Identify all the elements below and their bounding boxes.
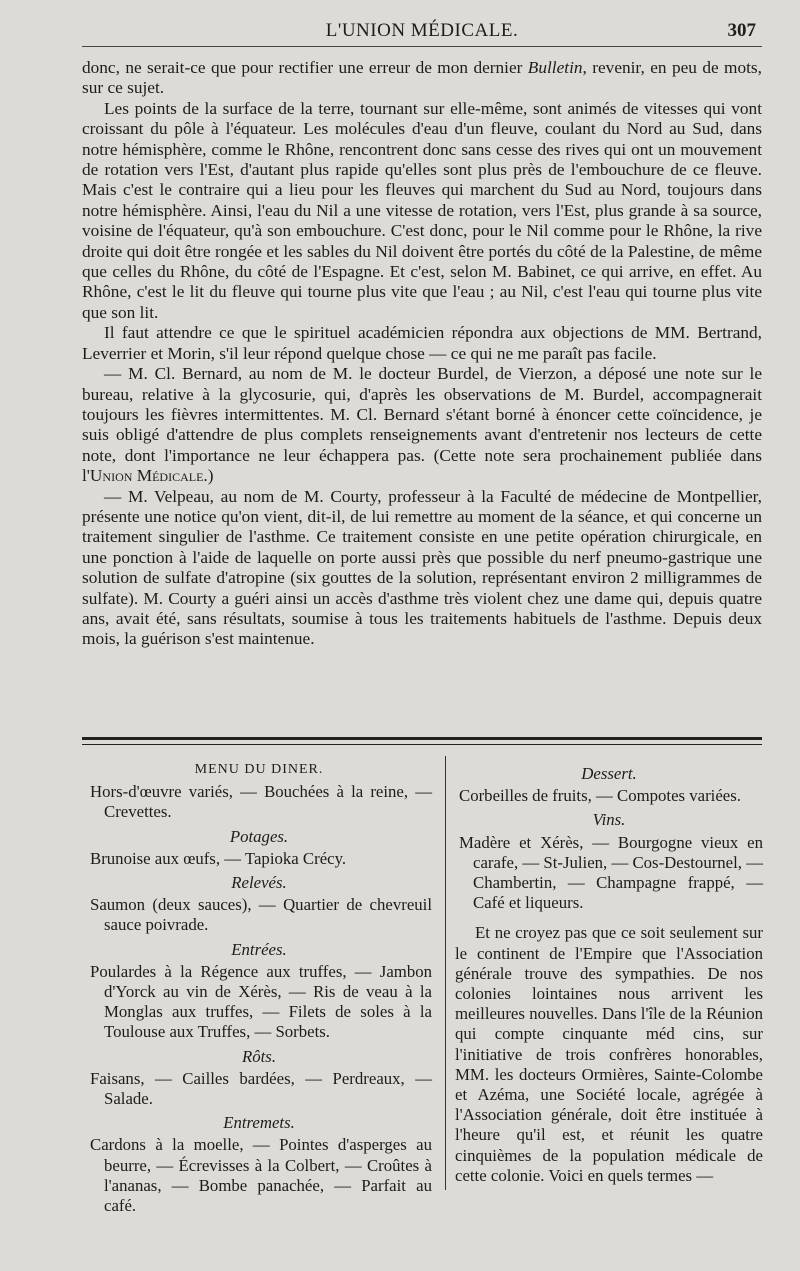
union-medicale-smallcaps: Union Médicale xyxy=(89,466,204,486)
paragraph-1: donc, ne serait-ce que pour rectifier une erreur de mon dernier Bulletin, revenir, en peu de mots, sur ce sujet. xyxy=(82,58,762,98)
menu-entrees: Poulardes à la Régence aux truffes, — Jambon d'Yorck au vin de Xérès, — Ris de veau à la Monglas aux truffes, — Filets de soles à la Toulouse aux Truffes, — Sorbets. xyxy=(90,961,432,1042)
header-rule xyxy=(82,46,762,47)
paragraph-3: Il faut attendre ce que le spirituel académicien répondra aux objections de MM. Bertrand, Leverrier et Morin, s'il leur répond quelque chose — ce qui ne me paraît pas facile. xyxy=(82,323,762,363)
paragraph-5: — M. Velpeau, au nom de M. Courty, professeur à la Faculté de médecine de Montpellier, présente une notice qu'on vient, dit-il, de lui remettre au moment de la séance, et qui concerne un traitement singulier de l'asthme. Ce traitement consiste en une petite opération chirurgicale, en une ponction à l'aide de laquelle on porte aussi près que possible du nerf pneumo-gastrique une solution de sulfate d'atropine (six gouttes de la solution, représentant environ 2 milligrammes de sulfate). M. Courty a guéri ainsi un accès d'asthme très violent chez une dame qui, depuis quatre ans, avait été, sans résultats, soumise à tous les traitements habituels de l'asthme. Depuis deux mois, la guérison s'est maintenue. xyxy=(82,486,762,649)
menu-heading-potages: Potages. xyxy=(229,826,289,846)
spacer xyxy=(455,913,763,923)
menu-heading-dessert: Dessert. xyxy=(581,764,637,783)
menu-releves: Saumon (deux sauces), — Quartier de chevreuil sauce poivrade. xyxy=(90,895,432,935)
menu-heading-releves: Relevés. xyxy=(231,873,287,893)
menu-heading-vins: Vins. xyxy=(592,810,626,830)
column-divider xyxy=(445,756,446,1190)
article-body xyxy=(82,58,762,650)
menu-heading-entremets: Entremets. xyxy=(223,1113,295,1133)
menu-dessert: Corbeilles de fruits, — Compotes variées. xyxy=(459,786,741,806)
menu-title: MENU DU DINER. xyxy=(194,762,324,777)
menu-heading-rots: Rôts. xyxy=(241,1046,277,1066)
menu-entremets: Cardons à la moelle, — Pointes d'asperges au beurre, — Écrevisses à la Colbert, — Croûtes à l'ananas, — Bombe panachée, — Parfait au café. xyxy=(90,1135,432,1216)
menu-column xyxy=(86,760,432,1216)
bulletin-italic: Bulletin xyxy=(527,58,583,77)
paragraph-4: — M. Cl. Bernard, au nom de M. le docteur Burdel, de Vierzon, a déposé une note sur le bureau, relative à la glycosurie, qui, d'après les observations de M. Burdel, accompagnerait toujours les fièvres intermittentes. M. Cl. Bernard s'étant borné à énoncer cette coïncidence, je suis obligé d'attendre de plus complets renseignements avant d'entretenir nos lecteurs de cette note, dont l'importance ne leur échappera pas. (Cette note sera prochainement publiée dans l'Union Médicale.) xyxy=(82,364,762,486)
page-number: 307 xyxy=(727,20,756,41)
association-paragraph: Et ne croyez pas que ce soit seulement sur le continent de l'Empire que l'Association générale trouve des sympathies. De nos colonies lointaines nous arrivent les meilleures nouvelles. Dans l'île de la Réunion qui compte cinquante méd cins, sur l'initiative de trois confrères honorables, MM. les docteurs Ormières, Sainte-Colombe et Azéma, une Société locale, agrégée à l'Association générale, doit être instituée à l'heure qu'il est, et réunit les quatre cinquièmes de la population médicale de cette colonie. Voici en quels termes — xyxy=(455,923,763,1185)
menu-heading-entrees: Entrées. xyxy=(231,939,287,959)
paragraph-2: Les points de la surface de la terre, tournant sur elle-même, sont animés de vitesses qui vont croissant du pôle à l'équateur. Les molécules d'eau d'un fleuve, coulant du Nord au Sud, dans notre hémisphère, comme le Rhône, rencontrent donc sans cesse des rives qui ont un mouvement de rotation vers l'Est, d'autant plus rapide qu'elles sont plus près de l'embouchure de ce fleuve. Mais c'est le contraire qui a lieu pour les fleuves qui marchent du Sud au Nord, toujours dans notre hémisphère. Ainsi, l'eau du Nil a une vitesse de rotation, vers l'Est, plus grande à sa source, voisine de l'équateur, qu'à son embouchure. C'est donc, pour le Nil comme pour le Rhône, la rive droite qui doit être rongée et les sables du Nil doivent être portés du côté de la Palestine, de même que celles du Rhône, du côté de l'Espagne. Et c'est, selon M. Babinet, ce qui arrive, en effet. Au Rhône, c'est le lit du fleuve qui tourne plus vite que l'eau ; au Nil, c'est l'eau qui tourne plus vite que son lit. xyxy=(82,98,762,322)
menu-rots: Faisans, — Cailles bardées, — Perdreaux, — Salade. xyxy=(90,1068,432,1109)
journal-title: L'UNION MÉDICALE. xyxy=(325,20,519,41)
menu-hors-doeuvre: Hors-d'œuvre variés, — Bouchées à la reine, — Crevettes. xyxy=(90,782,432,822)
page-header xyxy=(82,12,762,44)
menu-vins: Madère et Xérès, — Bourgogne vieux en carafe, — St-Julien, — Cos-Destournel, — Chambertin, — Champagne frappé, — Café et liqueurs. xyxy=(459,832,763,913)
menu-potages: Brunoise aux œufs, — Tapioka Crécy. xyxy=(90,848,347,868)
right-column xyxy=(455,760,763,1186)
section-double-rule xyxy=(82,737,762,745)
